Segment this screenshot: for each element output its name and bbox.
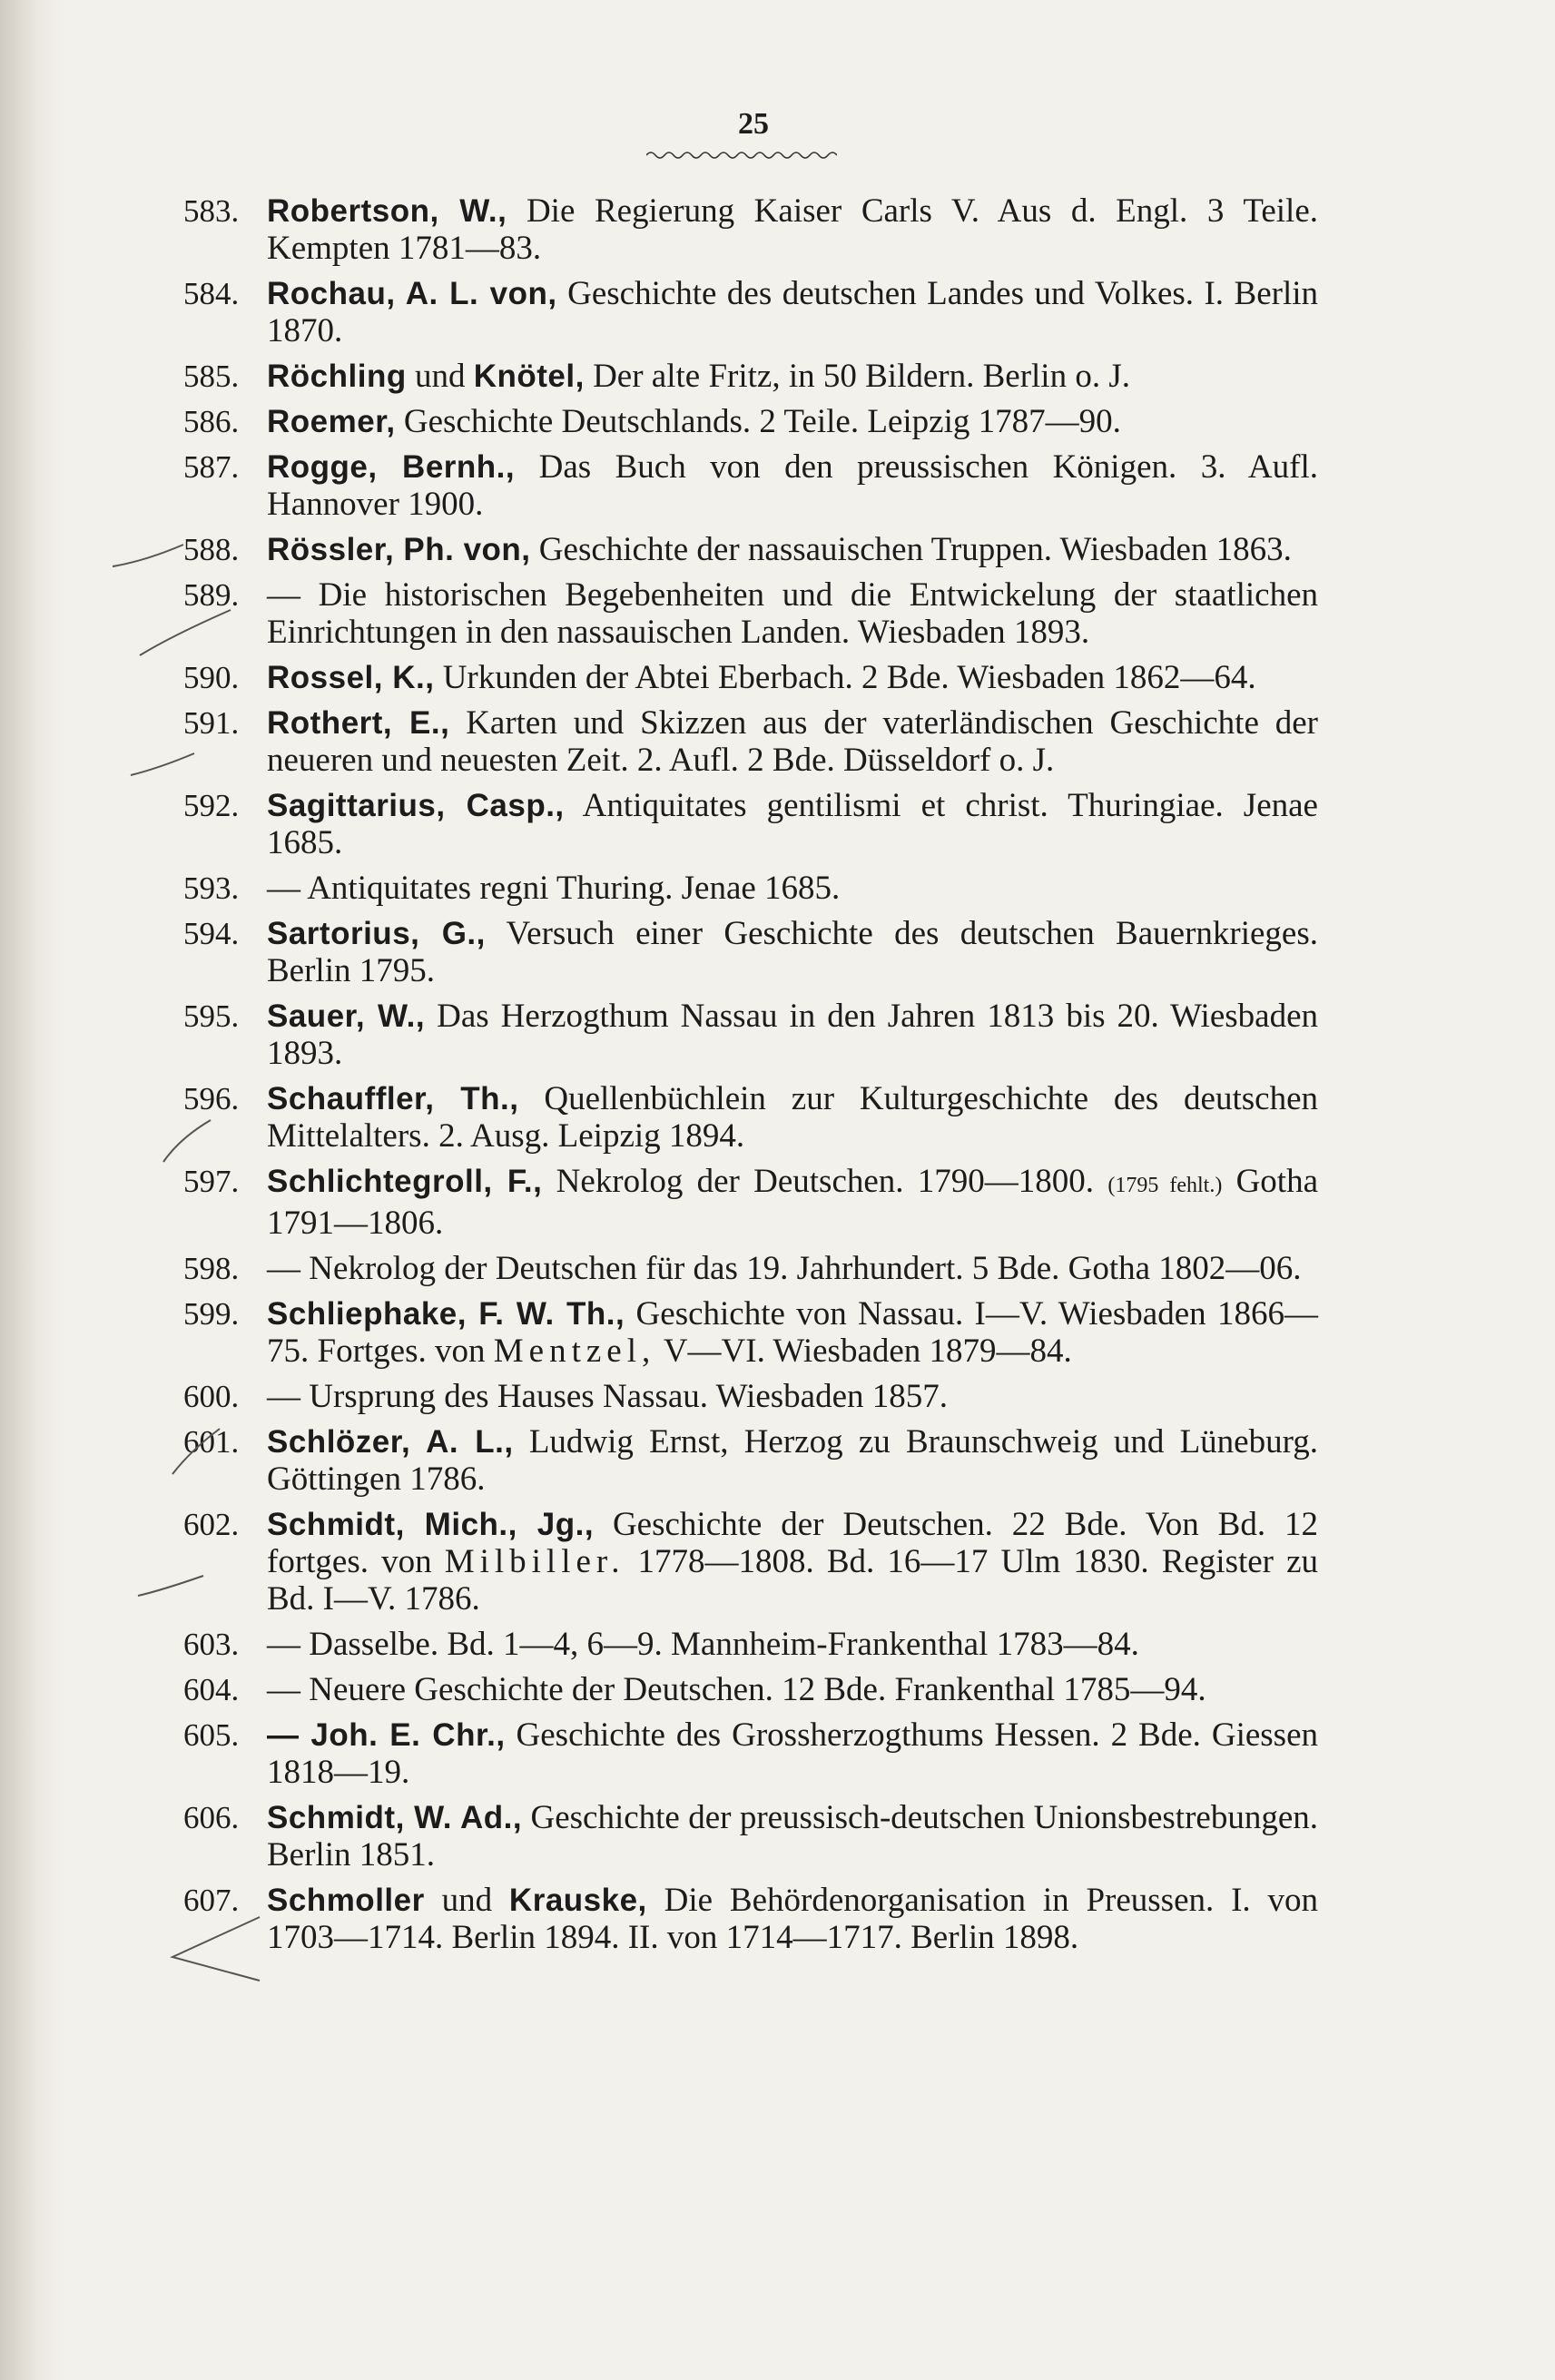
entry-text: Geschichte der preussisch-deutschen Unionsbestrebungen. Berlin 1851. <box>267 1799 1319 1874</box>
entry-text: Karten und Skizzen aus der vaterländischen Geschichte der neueren und neuesten Zeit. 2. Aufl. 2 Bde. Düsseldorf o. J. <box>267 704 1318 779</box>
entry-594 <box>183 915 1318 989</box>
entry-number: 585. <box>183 359 240 394</box>
entry-589 <box>183 576 1318 651</box>
entry-author: Schlichtegroll, F., <box>267 1164 543 1199</box>
entry-597 <box>183 1163 1318 1242</box>
entry-text: Geschichte der Deutschen. 22 Bde. Von Bd. 12 fortges. von <box>267 1506 1318 1580</box>
entry-number: 591. <box>183 705 240 741</box>
entry-599 <box>183 1295 1318 1370</box>
entry-number: 586. <box>183 404 240 439</box>
entry-595 <box>183 998 1318 1072</box>
entry-continuator: Milbiller. <box>444 1543 625 1580</box>
entry-number: 592. <box>183 788 240 823</box>
entry-author: Schmidt, Mich., Jg., <box>267 1507 595 1542</box>
entry-600 <box>183 1378 1318 1415</box>
entry-606 <box>183 1799 1318 1874</box>
entry-author: Schlözer, A. L., <box>267 1424 514 1460</box>
entry-text: — Neuere Geschichte der Deutschen. 12 Bde. Frankenthal 1785—94. <box>267 1671 1206 1708</box>
entry-596 <box>183 1080 1318 1155</box>
entry-text: Nekrolog der Deutschen. 1790—1800. <box>542 1163 1095 1200</box>
entry-text: — Dasselbe. Bd. 1—4, 6—9. Mannheim-Frankenthal 1783—84. <box>267 1626 1139 1663</box>
entry-text: Die Regierung Kaiser Carls V. Aus d. Engl. 3 Teile. Kempten 1781—83. <box>267 192 1318 267</box>
entry-number: 594. <box>183 916 240 951</box>
entry-text: — Die historischen Begebenheiten und die Entwickelung der staatlichen Einrichtungen in den nassauischen Landen. Wiesbaden 1893. <box>267 576 1318 651</box>
entry-text: Geschichte des Grossherzogthums Hessen. 2 Bde. Giessen 1818—19. <box>267 1716 1319 1791</box>
page-number: 25 <box>738 107 769 141</box>
entry-584 <box>183 275 1318 349</box>
entry-number: 587. <box>183 449 240 485</box>
entry-author: Rössler, Ph. von, <box>267 532 531 567</box>
entry-number: 589. <box>183 577 240 613</box>
entry-590 <box>183 659 1318 696</box>
entry-number: 604. <box>183 1672 240 1707</box>
entry-text: Geschichte des deutschen Landes und Volkes. I. Berlin 1870. <box>267 275 1319 349</box>
entry-text-2: Gotha 1791—1806. <box>267 1163 1318 1242</box>
entry-author: Rothert, E., <box>267 705 450 741</box>
entry-602 <box>183 1506 1318 1618</box>
entry-text-2: V—VI. Wiesbaden 1879—84. <box>655 1333 1072 1370</box>
entry-author: Röchling <box>267 359 407 394</box>
entry-number: 603. <box>183 1627 240 1662</box>
entry-text-2: 1778—1808. Bd. 16—17 Ulm 1830. Register zu Bd. I—V. 1786. <box>267 1543 1319 1618</box>
entry-number: 595. <box>183 998 240 1034</box>
entry-text: Der alte Fritz, in 50 Bildern. Berlin o. J. <box>584 358 1130 395</box>
entry-text: — Antiquitates regni Thuring. Jenae 1685. <box>267 870 841 907</box>
entry-number: 584. <box>183 276 240 311</box>
entry-603 <box>183 1626 1318 1663</box>
entry-593 <box>183 870 1318 907</box>
entry-number: 593. <box>183 870 240 906</box>
entry-text: Geschichte von Nassau. I—V. Wiesbaden 1866—75. Fortges. von <box>267 1295 1318 1370</box>
entry-588 <box>183 531 1318 568</box>
entry-592 <box>183 787 1318 861</box>
entry-605 <box>183 1716 1318 1791</box>
entry-continuator: Mentzel, <box>493 1333 656 1370</box>
entry-text: Das Herzogthum Nassau in den Jahren 1813 bis 20. Wiesbaden 1893. <box>267 998 1318 1072</box>
entry-text: Antiquitates gentilismi et christ. Thuringiae. Jenae 1685. <box>267 787 1318 861</box>
entry-author: Schauffler, Th., <box>267 1081 519 1116</box>
entry-607 <box>183 1882 1318 1956</box>
entry-author: Schliephake, F. W. Th., <box>267 1296 625 1332</box>
entry-598 <box>183 1250 1318 1287</box>
entry-connector: und <box>406 358 474 395</box>
entry-number: 597. <box>183 1164 240 1199</box>
entry-connector: und <box>424 1882 509 1919</box>
entry-author: Rossel, K., <box>267 660 435 695</box>
entry-text: Geschichte der nassauischen Truppen. Wiesbaden 1863. <box>530 531 1292 568</box>
entry-author-2: Krauske, <box>508 1883 647 1918</box>
entry-text: Geschichte Deutschlands. 2 Teile. Leipzig 1787—90. <box>395 403 1121 440</box>
entry-number: 605. <box>183 1717 240 1753</box>
entry-number: 602. <box>183 1507 240 1542</box>
entry-text: — Nekrolog der Deutschen für das 19. Jahrhundert. 5 Bde. Gotha 1802—06. <box>267 1250 1302 1287</box>
entry-note: (1795 fehlt.) <box>1107 1174 1223 1197</box>
entry-583 <box>183 192 1318 267</box>
entry-author: Roemer, <box>267 404 396 439</box>
entry-author: Rogge, Bernh., <box>267 449 516 485</box>
entry-586 <box>183 403 1318 440</box>
entry-number: 588. <box>183 532 240 567</box>
entry-author: Robertson, W., <box>267 193 507 229</box>
entry-author: Schmoller <box>267 1883 425 1918</box>
entry-587 <box>183 448 1318 523</box>
entry-number: 583. <box>183 193 240 229</box>
entry-number: 601. <box>183 1424 240 1460</box>
entry-text: Versuch einer Geschichte des deutschen Bauernkrieges. Berlin 1795. <box>267 915 1318 989</box>
entry-author-2: Knötel, <box>473 359 585 394</box>
entry-author: Rochau, A. L. von, <box>267 276 557 311</box>
entry-number: 606. <box>183 1800 240 1835</box>
entry-585 <box>183 358 1318 395</box>
entry-text: Quellenbüchlein zur Kulturgeschichte des deutschen Mittelalters. 2. Ausg. Leipzig 1894. <box>267 1080 1318 1155</box>
entry-number: 607. <box>183 1883 240 1918</box>
entry-author: Sartorius, G., <box>267 916 486 951</box>
entry-text: Ludwig Ernst, Herzog zu Braunschweig und Lüneburg. Göttingen 1786. <box>267 1423 1318 1498</box>
entry-number: 590. <box>183 660 240 695</box>
entry-text: Urkunden der Abtei Eberbach. 2 Bde. Wiesbaden 1862—64. <box>434 659 1256 696</box>
entry-text: — Ursprung des Hauses Nassau. Wiesbaden 1857. <box>267 1378 949 1415</box>
bibliography-list <box>183 192 1318 1964</box>
entry-author: — Joh. E. Chr., <box>267 1717 506 1753</box>
wavy-ornament <box>646 149 837 162</box>
entry-591 <box>183 704 1318 779</box>
entry-text: Das Buch von den preussischen Königen. 3. Aufl. Hannover 1900. <box>267 448 1318 523</box>
entry-604 <box>183 1671 1318 1708</box>
entry-author: Schmidt, W. Ad., <box>267 1800 523 1835</box>
entry-number: 600. <box>183 1379 240 1414</box>
entry-text: Die Behördenorganisation in Preussen. I. von 1703—1714. Berlin 1894. II. von 1714—1717. Berlin 1898. <box>267 1882 1318 1956</box>
entry-number: 598. <box>183 1251 240 1286</box>
entry-number: 596. <box>183 1081 240 1116</box>
entry-number: 599. <box>183 1296 240 1332</box>
entry-601 <box>183 1423 1318 1498</box>
entry-author: Sauer, W., <box>267 998 426 1034</box>
entry-author: Sagittarius, Casp., <box>267 788 565 823</box>
pencil-tick-mark-icon <box>109 537 191 574</box>
